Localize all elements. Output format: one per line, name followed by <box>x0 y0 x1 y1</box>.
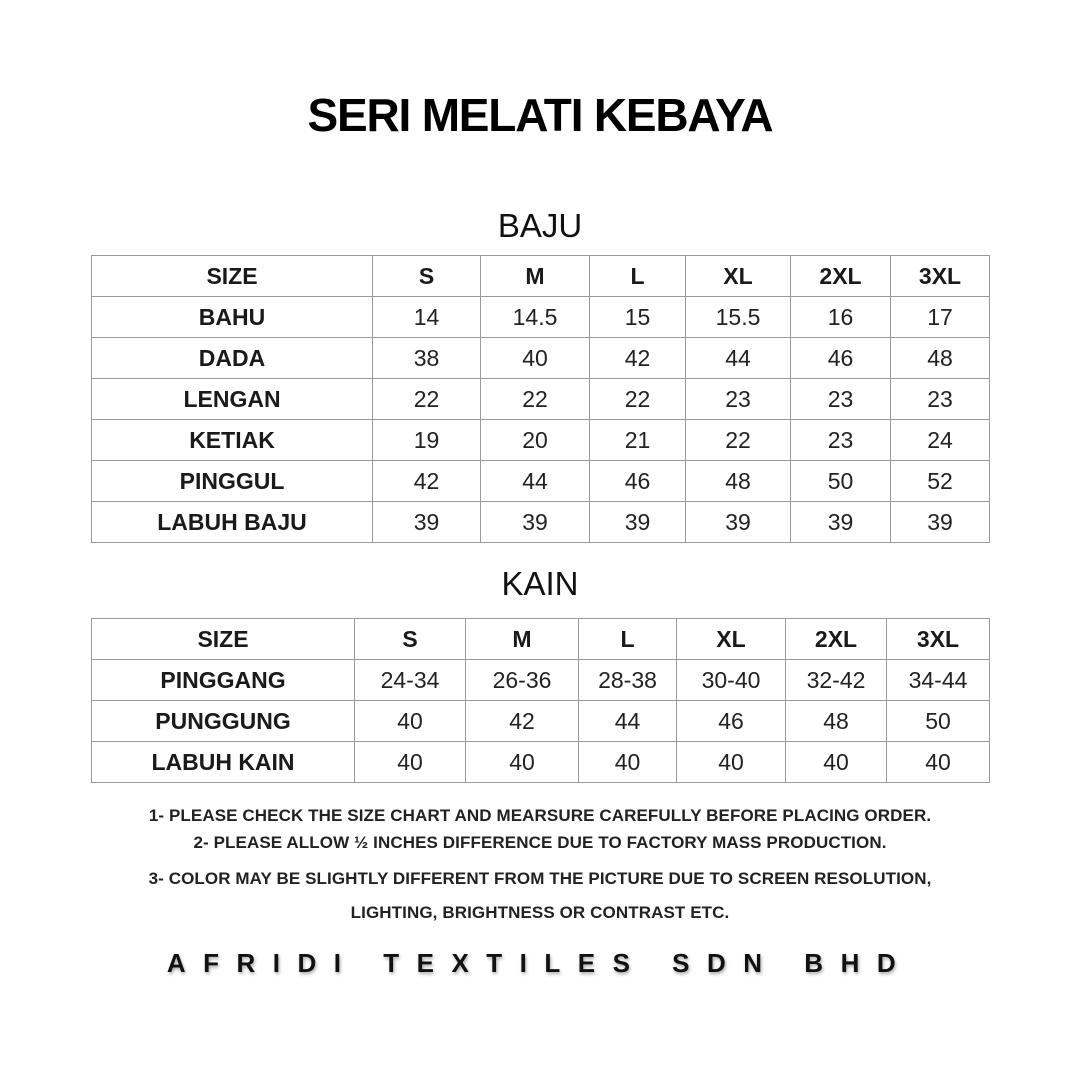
header-cell: L <box>579 619 677 660</box>
table-cell: 40 <box>481 338 590 379</box>
row-label: PUNGGUNG <box>92 701 355 742</box>
table-cell: 23 <box>791 379 891 420</box>
header-cell: 2XL <box>791 256 891 297</box>
table-cell: 44 <box>481 461 590 502</box>
row-label: DADA <box>92 338 373 379</box>
table-row <box>92 461 990 502</box>
header-cell: S <box>373 256 481 297</box>
header-cell: L <box>590 256 686 297</box>
table-cell: 28-38 <box>579 660 677 701</box>
table-cell: 40 <box>355 701 466 742</box>
table-cell: 52 <box>891 461 990 502</box>
table-row <box>92 701 990 742</box>
note-line-3a: 3- COLOR MAY BE SLIGHTLY DIFFERENT FROM THE PICTURE DUE TO SCREEN RESOLUTION, <box>148 869 932 888</box>
table-cell: 26-36 <box>466 660 579 701</box>
table-cell: 21 <box>590 420 686 461</box>
table-cell: 20 <box>481 420 590 461</box>
note-line-1: 1- PLEASE CHECK THE SIZE CHART AND MEARSURE CAREFULLY BEFORE PLACING ORDER. <box>148 806 932 825</box>
row-label: PINGGUL <box>92 461 373 502</box>
table-header-row <box>92 256 990 297</box>
table-cell: 39 <box>373 502 481 543</box>
table-cell: 46 <box>677 701 786 742</box>
table-cell: 23 <box>791 420 891 461</box>
table-cell: 24-34 <box>355 660 466 701</box>
table-cell: 17 <box>891 297 990 338</box>
table-cell: 39 <box>891 502 990 543</box>
header-cell: S <box>355 619 466 660</box>
header-cell: XL <box>677 619 786 660</box>
table-cell: 50 <box>791 461 891 502</box>
table-cell: 44 <box>686 338 791 379</box>
baju-size-table <box>91 255 990 543</box>
table-cell: 40 <box>466 742 579 783</box>
table-cell: 50 <box>887 701 990 742</box>
row-label: BAHU <box>92 297 373 338</box>
table-cell: 19 <box>373 420 481 461</box>
header-cell: M <box>481 256 590 297</box>
table-row <box>92 297 990 338</box>
table-cell: 40 <box>786 742 887 783</box>
table-cell: 15 <box>590 297 686 338</box>
header-cell: M <box>466 619 579 660</box>
table-row <box>92 660 990 701</box>
note-line-2: 2- PLEASE ALLOW ½ INCHES DIFFERENCE DUE TO FACTORY MASS PRODUCTION. <box>193 833 887 852</box>
table-cell: 30-40 <box>677 660 786 701</box>
table-cell: 48 <box>891 338 990 379</box>
table-cell: 42 <box>466 701 579 742</box>
table-cell: 22 <box>686 420 791 461</box>
table-cell: 42 <box>590 338 686 379</box>
table-cell: 39 <box>686 502 791 543</box>
table-cell: 22 <box>590 379 686 420</box>
table-cell: 34-44 <box>887 660 990 701</box>
table-cell: 46 <box>590 461 686 502</box>
table-cell: 38 <box>373 338 481 379</box>
header-cell: 2XL <box>786 619 887 660</box>
table-cell: 39 <box>590 502 686 543</box>
header-cell: SIZE <box>92 619 355 660</box>
table-row <box>92 502 990 543</box>
table-cell: 23 <box>891 379 990 420</box>
header-cell: 3XL <box>891 256 990 297</box>
table-cell: 40 <box>579 742 677 783</box>
header-cell: 3XL <box>887 619 990 660</box>
table-cell: 42 <box>373 461 481 502</box>
table-cell: 39 <box>791 502 891 543</box>
table-cell: 23 <box>686 379 791 420</box>
header-cell: XL <box>686 256 791 297</box>
row-label: KETIAK <box>92 420 373 461</box>
page-title: SERI MELATI KEBAYA <box>307 89 773 141</box>
kain-heading: KAIN <box>501 565 579 602</box>
row-label: LABUH BAJU <box>92 502 373 543</box>
table-row <box>92 420 990 461</box>
table-cell: 24 <box>891 420 990 461</box>
table-cell: 40 <box>355 742 466 783</box>
table-cell: 32-42 <box>786 660 887 701</box>
table-row <box>92 742 990 783</box>
table-cell: 16 <box>791 297 891 338</box>
note-line-3b: LIGHTING, BRIGHTNESS OR CONTRAST ETC. <box>350 903 730 922</box>
company-name: AFRIDI TEXTILES SDN BHD <box>166 948 914 978</box>
table-header-row <box>92 619 990 660</box>
table-cell: 14.5 <box>481 297 590 338</box>
table-row <box>92 379 990 420</box>
header-cell: SIZE <box>92 256 373 297</box>
table-cell: 44 <box>579 701 677 742</box>
table-cell: 40 <box>887 742 990 783</box>
table-cell: 48 <box>786 701 887 742</box>
table-cell: 22 <box>481 379 590 420</box>
table-cell: 48 <box>686 461 791 502</box>
table-cell: 46 <box>791 338 891 379</box>
row-label: PINGGANG <box>92 660 355 701</box>
baju-heading: BAJU <box>497 207 583 244</box>
table-cell: 40 <box>677 742 786 783</box>
row-label: LENGAN <box>92 379 373 420</box>
table-cell: 15.5 <box>686 297 791 338</box>
table-cell: 39 <box>481 502 590 543</box>
kain-size-table <box>91 618 990 783</box>
table-row <box>92 338 990 379</box>
table-cell: 14 <box>373 297 481 338</box>
row-label: LABUH KAIN <box>92 742 355 783</box>
table-cell: 22 <box>373 379 481 420</box>
